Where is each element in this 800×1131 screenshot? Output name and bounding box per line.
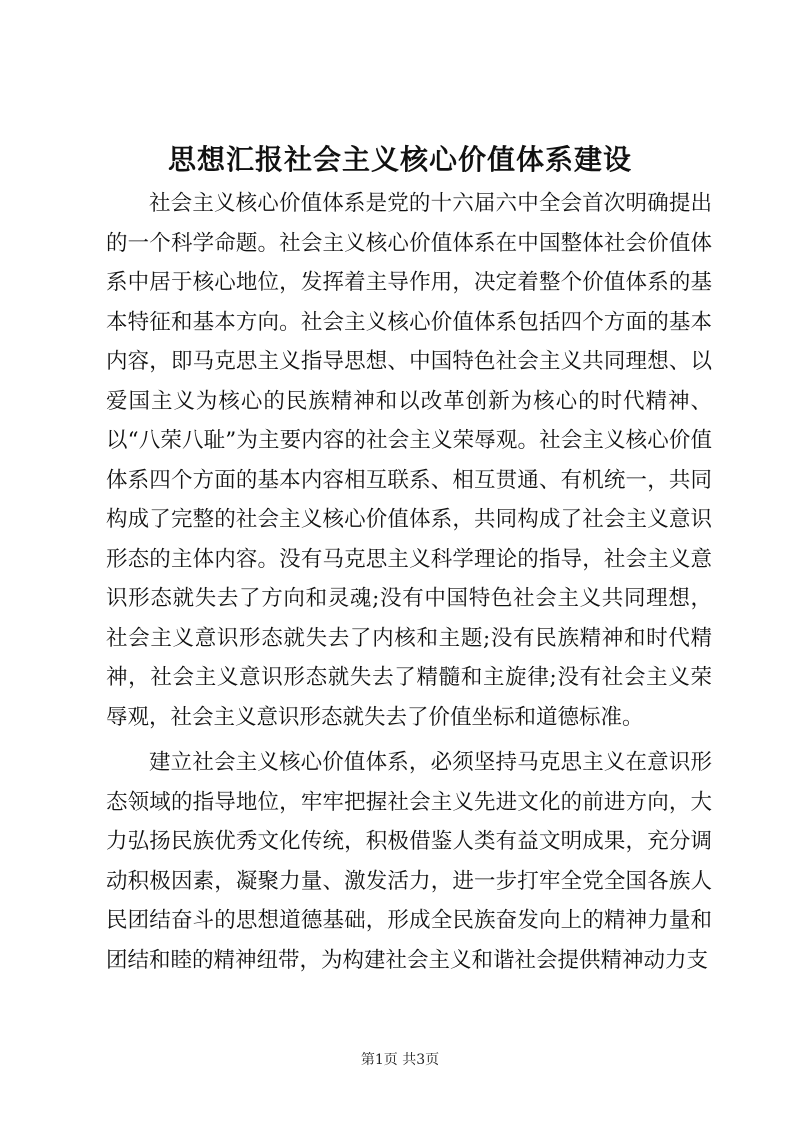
document-body <box>106 184 712 980</box>
paragraph-2: 建立社会主义核心价值体系，必须坚持马克思主义在意识形态领域的指导地位，牢牢把握社会主义先进文化的前进方向，大力弘扬民族优秀文化传统，积极借鉴人类有益文明成果，充分调动积极因素，凝聚力量、激发活力，进一步打牢全党全国各族人民团结奋斗的思想道德基础，形成全民族奋发向上的精神力量和团结和睦的精神纽带，为构建社会主义和谐社会提供精神动力支 <box>106 750 712 973</box>
document-title: 思想汇报社会主义核心价值体系建设 <box>167 143 632 176</box>
page-footer: 第1页 共3页 <box>360 1052 440 1068</box>
paragraph-1: 社会主义核心价值体系是党的十六届六中全会首次明确提出的一个科学命题。社会主义核心价值体系在中国整体社会价值体系中居于核心地位，发挥着主导作用，决定着整个价值体系的基本特征和基本方向。社会主义核心价值体系包括四个方面的基本内容，即马克思主义指导思想、中国特色社会主义共同理想、以爱国主义为核心的民族精神和以改革创新为核心的时代精神、以“八荣八耻”为主要内容的社会主义荣辱观。社会主义核心价值体系四个方面的基本内容相互联系、相互贯通、有机统一，共同构成了完整的社会主义核心价值体系，共同构成了社会主义意识形态的主体内容。没有马克思主义科学理论的指导，社会主义意识形态就失去了方向和灵魂;没有中国特色社会主义共同理想，社会主义意识形态就失去了内核和主题;没有民族精神和时代精神，社会主义意识形态就失去了精髓和主旋律;没有社会主义荣辱观，社会主义意识形态就失去了价值坐标和道德标准。 <box>106 191 712 730</box>
